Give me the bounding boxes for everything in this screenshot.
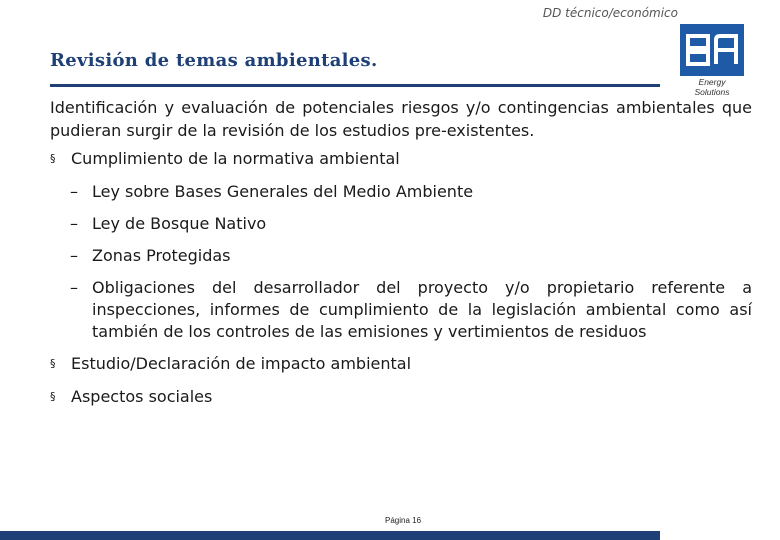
sub-bullet-text: Obligaciones del desarrollador del proyecto y/o propietario referente a inspecciones, informes de cumplimiento de la legislación ambiental como así también de los controles de las emisiones y vertimientos de residuos	[92, 278, 752, 341]
bullet-text: Aspectos sociales	[71, 387, 213, 406]
sub-bullet-marker: –	[70, 182, 78, 201]
header-subtitle: DD técnico/económico	[542, 6, 678, 20]
company-logo	[680, 24, 744, 97]
sub-bullet-marker: –	[70, 278, 78, 297]
slide-title: Revisión de temas ambientales.	[50, 50, 378, 71]
sub-bullet-marker: –	[70, 214, 78, 233]
sub-bullet-marker: –	[70, 246, 78, 265]
logo-caption: Energy Solutions	[694, 77, 730, 97]
logo-glyph-icon	[680, 24, 744, 76]
sub-list-item	[50, 245, 752, 267]
logo-mark	[680, 24, 744, 76]
page-number: Página 16	[385, 516, 422, 525]
bullet-list	[50, 148, 752, 408]
bullet-marker: §	[50, 152, 56, 165]
bullet-marker: §	[50, 390, 56, 403]
bullet-text: Cumplimiento de la normativa ambiental	[71, 149, 400, 168]
sub-bullet-text: Ley de Bosque Nativo	[92, 214, 267, 233]
sub-list-item	[50, 181, 752, 203]
sub-list-item	[50, 213, 752, 235]
title-divider	[50, 84, 660, 87]
sub-bullet-text: Ley sobre Bases Generales del Medio Ambiente	[92, 182, 474, 201]
bullet-text: Estudio/Declaración de impacto ambiental	[71, 354, 412, 373]
intro-paragraph: Identificación y evaluación de potenciales riesgos y/o contingencias ambientales que pudieran surgir de la revisión de los estudios pre-existentes.	[50, 98, 752, 140]
footer-bar	[0, 531, 660, 540]
sub-bullet-text: Zonas Protegidas	[92, 246, 231, 265]
list-item	[50, 148, 752, 170]
list-item	[50, 353, 752, 375]
list-item	[50, 386, 752, 408]
sub-list-item	[50, 277, 752, 343]
bullet-marker: §	[50, 357, 56, 370]
